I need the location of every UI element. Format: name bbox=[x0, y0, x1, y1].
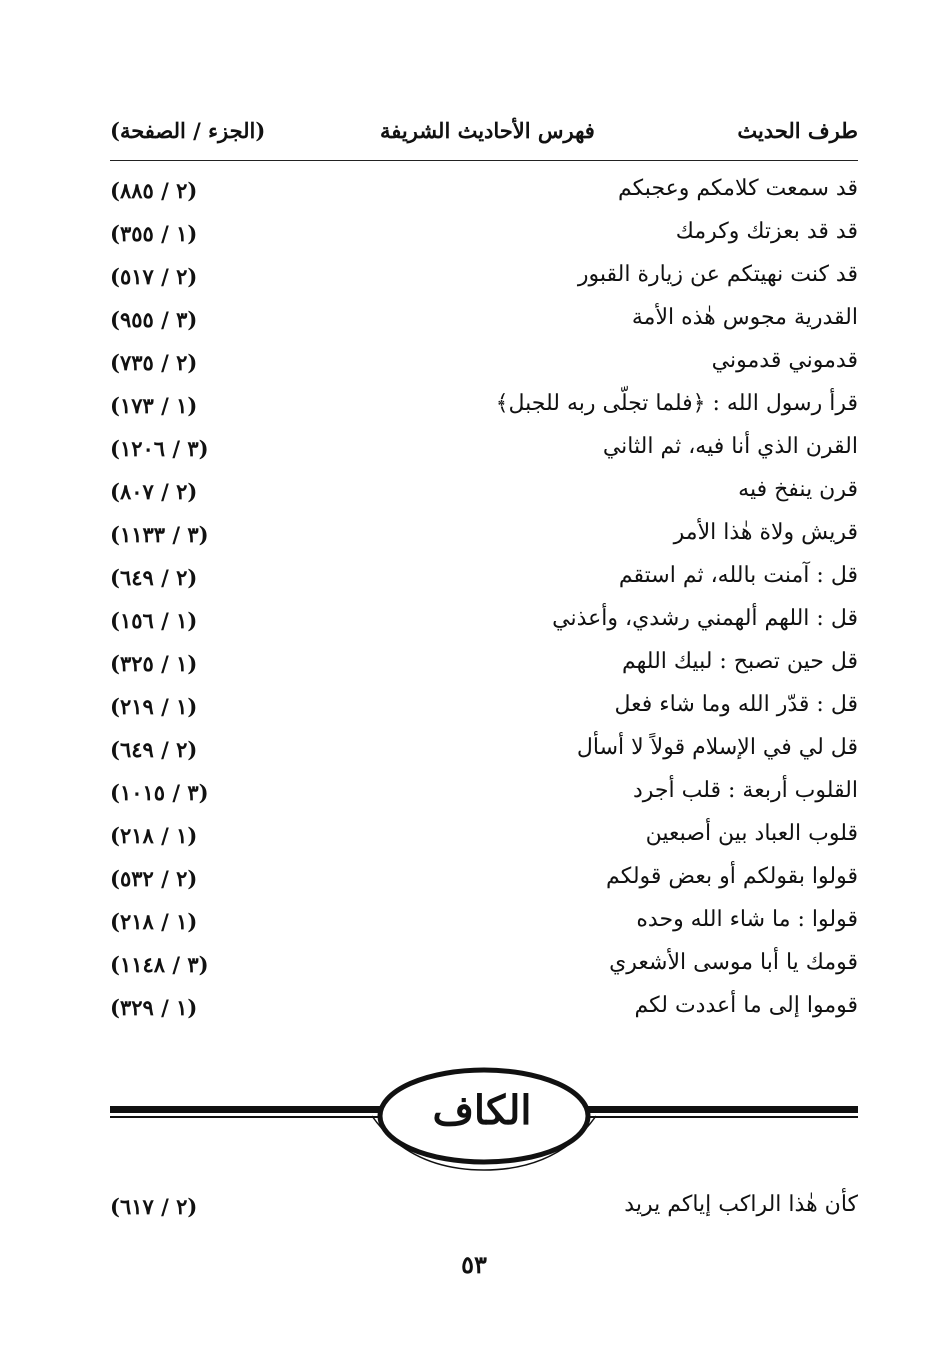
index-entry bbox=[110, 950, 858, 990]
hadith-text: قومك يا أبا موسى الأشعري bbox=[609, 950, 858, 975]
hadith-text: قوموا إلى ما أعددت لكم bbox=[634, 993, 858, 1018]
section-title: الكاف bbox=[432, 1087, 532, 1134]
index-entry bbox=[110, 262, 858, 302]
volume-page-ref: (٣ / ١١٤٨) bbox=[110, 952, 209, 977]
hadith-text: كأن هٰذا الراكب إياكم يريد bbox=[624, 1192, 858, 1217]
hadith-text: قرأ رسول الله : ﴿فلما تجلّى ربه للجبل﴾ bbox=[495, 391, 858, 416]
running-title: فهرس الأحاديث الشريفة bbox=[380, 118, 595, 143]
volume-page-ref: (٣ / ٩٥٥) bbox=[110, 307, 198, 332]
volume-page-ref: (١ / ٣٢٥) bbox=[110, 651, 198, 676]
volume-page-ref: (٢ / ٨٨٥) bbox=[110, 178, 198, 203]
hadith-text: قريش ولاة هٰذا الأمر bbox=[673, 520, 858, 545]
volume-page-ref: (٢ / ٨٠٧) bbox=[110, 479, 198, 504]
hadith-text: قل : آمنت بالله، ثم استقم bbox=[618, 563, 858, 588]
hadith-text: قل : اللهم ألهمني رشدي، وأعذني bbox=[552, 606, 858, 631]
page-number: ٥٣ bbox=[461, 1250, 487, 1279]
index-header bbox=[110, 118, 858, 158]
volume-page-ref: (١ / ٣٥٥) bbox=[110, 221, 198, 246]
index-entry bbox=[110, 477, 858, 517]
hadith-text: قد كنت نهيتكم عن زيارة القبور bbox=[577, 262, 858, 287]
volume-page-ref: (٢ / ٦٤٩) bbox=[110, 565, 198, 590]
index-entry bbox=[110, 305, 858, 345]
index-entry bbox=[110, 649, 858, 689]
index-entry bbox=[110, 821, 858, 861]
hadith-text: قدموني قدموني bbox=[711, 348, 858, 373]
volume-page-ref: (٣ / ١١٣٣) bbox=[110, 522, 209, 547]
volume-page-ref: (١ / ١٥٦) bbox=[110, 608, 198, 633]
volume-page-ref: (١ / ٢١٩) bbox=[110, 694, 198, 719]
volume-page-ref: (٢ / ٥٣٢) bbox=[110, 866, 198, 891]
index-entry bbox=[110, 348, 858, 388]
index-entry bbox=[110, 692, 858, 732]
index-entry bbox=[110, 993, 858, 1033]
volume-page-ref: (٣ / ١٢٠٦) bbox=[110, 436, 209, 461]
hadith-text: قولوا : ما شاء الله وحده bbox=[636, 907, 858, 932]
volume-page-ref: (٢ / ٦١٧) bbox=[110, 1194, 198, 1219]
divider-rule-thick-left bbox=[110, 1106, 388, 1113]
volume-page-ref: (١ / ١٧٣) bbox=[110, 393, 198, 418]
index-entry bbox=[110, 176, 858, 216]
index-entry bbox=[110, 864, 858, 904]
hadith-text: القلوب أربعة : قلب أجرد bbox=[632, 778, 858, 803]
hadith-text: قل لي في الإسلام قولاً لا أسأل bbox=[576, 735, 858, 760]
volume-page-ref: (٣ / ١٠١٥) bbox=[110, 780, 209, 805]
volume-page-ref: (١ / ٢١٨) bbox=[110, 823, 198, 848]
volume-page-ref: (٢ / ٦٤٩) bbox=[110, 737, 198, 762]
divider-rule-thin-right bbox=[580, 1116, 858, 1118]
hadith-text: قد سمعت كلامكم وعجبكم bbox=[618, 176, 858, 201]
divider-rule-thick-right bbox=[580, 1106, 858, 1113]
volume-page-ref: (٢ / ٧٣٥) bbox=[110, 350, 198, 375]
volume-page-ref: (١ / ٣٢٩) bbox=[110, 995, 198, 1020]
index-entry bbox=[110, 907, 858, 947]
index-entry bbox=[110, 735, 858, 775]
index-entry bbox=[110, 391, 858, 431]
index-entry bbox=[110, 606, 858, 646]
index-entry bbox=[110, 563, 858, 603]
index-entry bbox=[110, 520, 858, 560]
hadith-text: قولوا بقولكم أو بعض قولكم bbox=[606, 864, 858, 889]
divider-rule-thin-left bbox=[110, 1116, 388, 1118]
hadith-text: قل حين تصبح : لبيك اللهم bbox=[622, 649, 858, 674]
index-entry bbox=[110, 219, 858, 259]
hadith-text: قرن ينفخ فيه bbox=[738, 477, 858, 502]
column-header-hadith-start: طرف الحديث bbox=[737, 118, 858, 143]
index-entry bbox=[110, 434, 858, 474]
hadith-text: القرن الذي أنا فيه، ثم الثاني bbox=[602, 434, 858, 459]
index-entry bbox=[110, 778, 858, 818]
hadith-text: القدرية مجوس هٰذه الأمة bbox=[631, 305, 858, 330]
hadith-text: قلوب العباد بين أصبعين bbox=[645, 821, 858, 846]
hadith-text: قل : قدّر الله وما شاء فعل bbox=[614, 692, 858, 717]
volume-page-ref: (١ / ٢١٨) bbox=[110, 909, 198, 934]
column-header-volume-page: (الجزء / الصفحة) bbox=[110, 118, 266, 143]
header-rule bbox=[110, 160, 858, 161]
index-entry bbox=[110, 1192, 858, 1232]
volume-page-ref: (٢ / ٥١٧) bbox=[110, 264, 198, 289]
hadith-text: قد قد بعزتك وكرمك bbox=[675, 219, 858, 244]
